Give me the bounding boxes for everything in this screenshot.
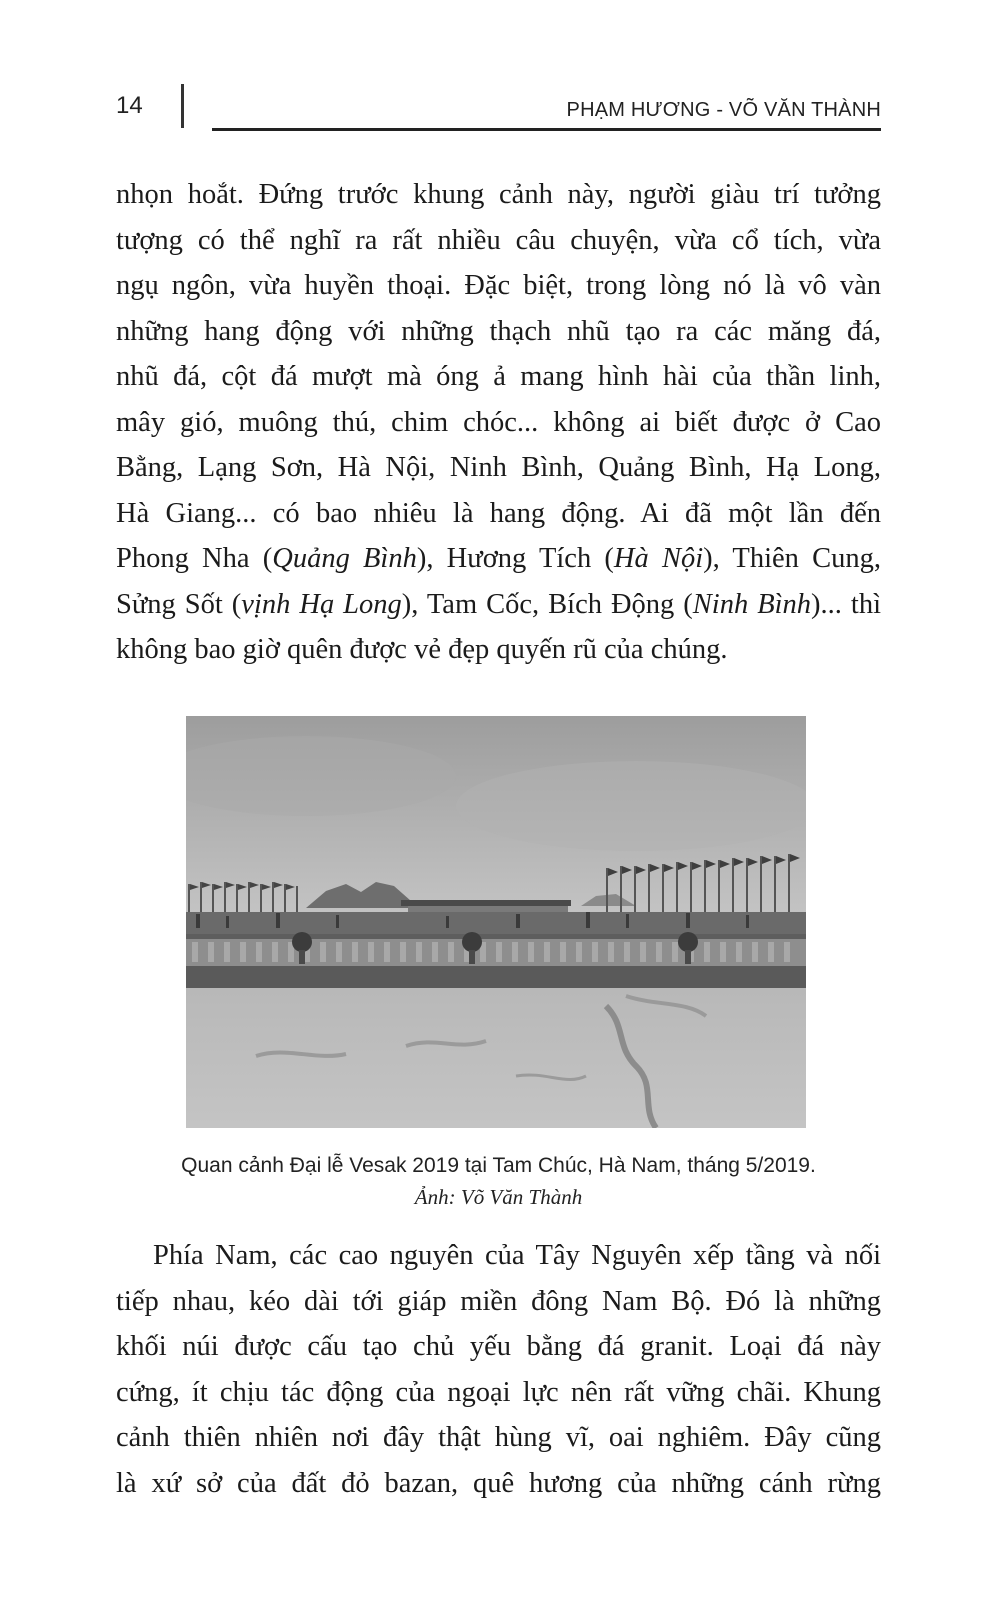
text-run: ), Tam Cốc, Bích Động (: [401, 588, 693, 620]
italic-place-name: Hà Nội: [613, 543, 704, 574]
text-line: Phía Nam, các cao nguyên của Tây Nguyên xếp tầng và nối: [153, 1240, 881, 1271]
text-line: cứng, ít chịu tác động của ngoại lực nên rất vững chãi. Khung: [116, 1376, 881, 1408]
header-divider: [181, 84, 184, 128]
figure-caption: Quan cảnh Đại lễ Vesak 2019 tại Tam Chúc, Hà Nam, tháng 5/2019.: [181, 1154, 816, 1177]
italic-place-name: Ninh Bình: [692, 588, 812, 620]
text-run: Phong Nha (: [116, 543, 273, 574]
text-line-with-italics: [116, 536, 881, 582]
paragraph-1: [116, 172, 881, 673]
text-line: ngụ ngôn, vừa huyền thoại. Đặc biệt, trong lòng nó là vô vàn: [116, 270, 881, 301]
italic-place-name: vịnh Hạ Long: [241, 588, 402, 620]
text-line: không bao giờ quên được vẻ đẹp quyến rũ của chúng.: [116, 634, 728, 665]
text-line: những hang động với những thạch nhũ tạo ra các măng đá,: [116, 315, 881, 347]
header-rule: [212, 128, 881, 131]
text-line: cảnh thiên nhiên nơi đây thật hùng vĩ, oai nghiêm. Đây cũng: [116, 1422, 881, 1453]
text-line: mây gió, muông thú, chim chóc... không ai biết được ở Cao: [116, 406, 881, 438]
text-run: ), Thiên Cung,: [703, 543, 881, 574]
text-line: tượng có thể nghĩ ra rất nhiều câu chuyện, vừa cổ tích, vừa: [116, 224, 881, 256]
text-line: nhũ đá, cột đá mượt mà óng ả mang hình hài của thần linh,: [116, 361, 881, 392]
text-line: tiếp nhau, kéo dài tới giáp miền đông Nam Bộ. Đó là những: [116, 1285, 881, 1317]
page-number: 14: [116, 92, 143, 119]
text-line: là xứ sở của đất đỏ bazan, quê hương của những cánh rừng: [116, 1467, 881, 1499]
text-line-with-italics: [116, 582, 881, 628]
text-run: )... thì: [811, 588, 881, 620]
text-line: Hà Giang... có bao nhiêu là hang động. Ai đã một lần đến: [116, 497, 881, 529]
paragraph-2: [116, 1233, 881, 1506]
text-run: Sửng Sốt (: [116, 588, 242, 620]
text-line: Bằng, Lạng Sơn, Hà Nội, Ninh Bình, Quảng Bình, Hạ Long,: [116, 452, 881, 483]
italic-place-name: Quảng Bình: [272, 543, 417, 574]
text-run: ), Hương Tích (: [416, 543, 614, 574]
photo-vesak-ceremony: [186, 716, 806, 1128]
photo-credit: Ảnh: Võ Văn Thành: [414, 1185, 583, 1209]
text-line: nhọn hoắt. Đứng trước khung cảnh này, người giàu trí tưởng: [116, 179, 881, 210]
running-header-authors: PHẠM HƯƠNG - VÕ VĂN THÀNH: [566, 99, 881, 121]
text-line: khối núi được cấu tạo chủ yếu bằng đá granit. Loại đá này: [116, 1331, 881, 1362]
